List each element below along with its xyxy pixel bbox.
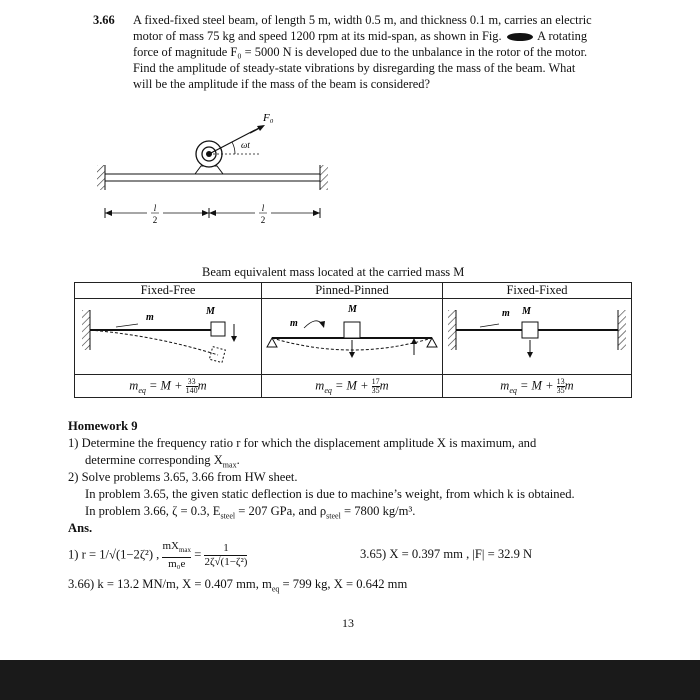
- homework-item-1-cont: determine corresponding $X_{max}$.: [85, 453, 240, 470]
- left-wall: [97, 165, 105, 190]
- homework-item-2b: In problem 3.66, ζ = 0.3, $E_{steel} = 207$ GPa, and $\rho_{steel} = 7800$ kg/m³.: [85, 504, 416, 521]
- header-pinned-pinned: Pinned-Pinned: [262, 283, 443, 299]
- homework-title: Homework 9: [68, 419, 138, 433]
- homework-item-2: 2) Solve problems 3.65, 3.66 from HW sheet.: [68, 470, 298, 484]
- half-length-den-left: 2: [152, 215, 158, 225]
- diagram-fixed-fixed: [443, 299, 632, 375]
- problem-line-5: will be the amplitude if the mass of the beam is considered?: [133, 77, 430, 91]
- mass-small-label: m: [146, 311, 154, 323]
- homework-item-1: 1) Determine the frequency ratio r for which the displacement amplitude X is maximum, and: [68, 436, 537, 450]
- equivalent-mass-table: [74, 282, 632, 398]
- problem-number: 3.66: [93, 13, 115, 27]
- formula-fixed-fixed: $m_{eq} = M$ + $\frac{13}{35}$ m: [443, 375, 632, 398]
- redaction-mark-icon: [505, 32, 535, 42]
- problem-line-1: A fixed-fixed steel beam, of length 5 m, width 0.5 m, and thickness 0.1 m, carries an electric: [133, 13, 592, 27]
- mass-big-label: M: [206, 305, 215, 317]
- answer-3-66: 3.66) k = 13.2 MN/m, X = 0.407 mm, $m_{eq} = 799$ kg, X = 0.642 mm: [68, 577, 408, 594]
- beam-motor-figure: [95, 110, 335, 250]
- force-label: F₀: [263, 112, 274, 124]
- problem-line-4: Find the amplitude of steady-state vibrations by disregarding the mass of the beam. What: [133, 61, 576, 75]
- half-length-num-right: l: [261, 203, 265, 213]
- angle-arc: [232, 142, 235, 154]
- formula-pinned-pinned: $m_{eq} = M$ + $\frac{17}{35}$ m: [262, 375, 443, 398]
- diagram-pinned-pinned: [262, 299, 443, 375]
- pinned-beam-diagram: [264, 300, 440, 370]
- angle-label: ωt: [241, 140, 250, 150]
- beam: [105, 174, 320, 181]
- header-fixed-free: Fixed-Free: [75, 283, 262, 299]
- problem-line-3: force of magnitude F₀ = 5000 N is developed due to the unbalance in the rotor of the motor.: [133, 45, 588, 59]
- force-arrowhead: [257, 125, 265, 131]
- answers-label: Ans.: [68, 521, 93, 535]
- cantilever-diagram: [78, 300, 258, 370]
- problem-line-2: motor of mass 75 kg and speed 1200 rpm at its mid-span, as shown in Fig. A rotating: [133, 29, 588, 43]
- answer-3-65: 3.65) X = 0.397 mm , |F| = 32.9 N: [360, 547, 533, 561]
- mass-big-label-3: M: [522, 305, 531, 317]
- half-length-den-right: 2: [260, 215, 266, 225]
- mass-small-label-3: m: [502, 307, 510, 319]
- answer-1: 1) r = 1/√(1−2ζ²) , $mX_{max}$ m₀e = $\frac{1}{\text{2ζ√(1−ζ²)}}$: [68, 540, 248, 571]
- half-length-num-left: l: [153, 203, 157, 213]
- dimension-line: [105, 202, 320, 226]
- table-title: Beam equivalent mass located at the carried mass M: [202, 265, 465, 279]
- mass-small-label-2: m: [290, 317, 298, 329]
- fixed-beam-diagram: [444, 300, 630, 370]
- formula-fixed-free: $m_{eq} = M$ + $\frac{33}{140}$ m: [75, 375, 262, 398]
- page-number: 13: [342, 616, 354, 630]
- mass-big-label-2: M: [348, 303, 357, 315]
- right-wall: [320, 165, 328, 190]
- diagram-fixed-free: [75, 299, 262, 375]
- header-fixed-fixed: Fixed-Fixed: [443, 283, 632, 299]
- footer-bar: [0, 660, 700, 700]
- homework-item-2a: In problem 3.65, the given static deflection is due to machine’s weight, from which k is obtained.: [85, 487, 575, 501]
